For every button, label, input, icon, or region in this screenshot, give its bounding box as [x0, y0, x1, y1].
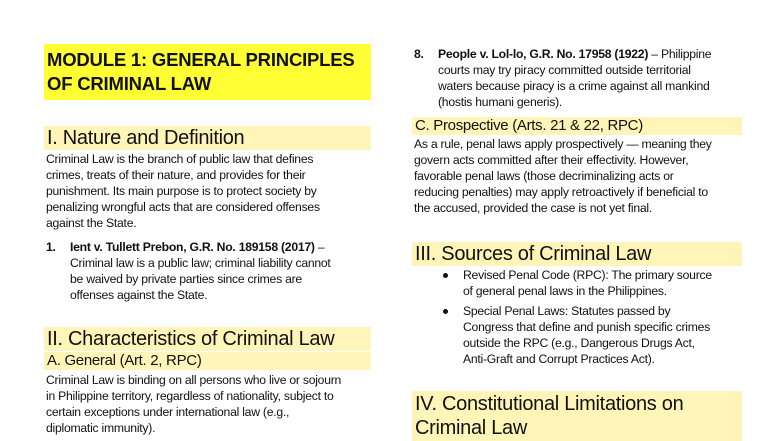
list-item-rpc — [443, 267, 743, 301]
paragraph-line: govern acts committed after their effectivity. However, — [414, 153, 689, 167]
case-text-line: offenses against the State. — [70, 288, 208, 302]
subheading-prospective: C. Prospective (Arts. 21 & 22, RPC) — [412, 117, 742, 135]
section-heading-nature-definition: I. Nature and Definition — [44, 126, 371, 150]
case-number: 1. — [46, 240, 56, 254]
bullet-icon — [443, 309, 448, 314]
paragraph-line: in Philippine territory, regardless of nationality, subject to — [46, 389, 334, 403]
paragraph-line: As a rule, penal laws apply prospectively — meaning they — [414, 137, 712, 151]
bullet-icon — [443, 273, 448, 278]
paragraph-line: Criminal Law is binding on all persons who live or sojourn — [46, 373, 342, 387]
general-paragraph — [46, 372, 380, 436]
module-title: MODULE 1: GENERAL PRINCIPLES OF CRIMINAL LAW — [44, 44, 371, 100]
heading-line: IV. Constitutional Limitations on — [415, 393, 684, 415]
section-heading-sources: III. Sources of Criminal Law — [412, 242, 742, 266]
case-item-ient-v-tullett — [46, 239, 376, 305]
paragraph-line: reducing penalties) may apply retroactively if beneficial to — [414, 185, 708, 199]
paragraph-line: Criminal Law is the branch of public law that defines — [46, 152, 314, 166]
subheading-general: A. General (Art. 2, RPC) — [44, 352, 371, 370]
case-text-line: be waived by private parties since crimes are — [70, 272, 302, 286]
prospective-paragraph — [414, 136, 748, 216]
bullet-text-line: Special Penal Laws: Statutes passed by — [463, 304, 671, 318]
list-item-special-penal-laws — [443, 303, 743, 369]
paragraph-line: crimes, treats of their nature, and provides for their — [46, 168, 306, 182]
paragraph-line: favorable penal laws (those decriminalizing acts or — [414, 169, 674, 183]
bullet-text-line: Anti-Graft and Corrupt Practices Act). — [463, 352, 655, 366]
paragraph-line: punishment. Its main purpose is to protect society by — [46, 184, 317, 198]
paragraph-line: against the State. — [46, 216, 137, 230]
case-item-people-v-lol-lo — [414, 46, 744, 112]
case-text-line: courts may try piracy committed outside territorial — [438, 63, 691, 77]
nature-definition-paragraph — [46, 151, 376, 231]
bullet-text-line: Revised Penal Code (RPC): The primary source — [463, 268, 712, 282]
paragraph-line: the accused, provided the case is not yet final. — [414, 201, 652, 215]
case-text-line: (hostis humani generis). — [438, 95, 563, 109]
section-heading-constitutional-limitations — [412, 391, 742, 441]
paragraph-line: certain exceptions under international law (e.g., — [46, 405, 290, 419]
case-name: People v. Lol-lo, G.R. No. 17958 (1922) — [438, 47, 649, 61]
section-heading-characteristics: II. Characteristics of Criminal Law — [44, 327, 371, 351]
case-dash: – — [314, 240, 325, 254]
paragraph-line: penalizing wrongful acts that are considered offenses — [46, 200, 320, 214]
case-number: 8. — [414, 47, 424, 61]
case-name: Ient v. Tullett Prebon, G.R. No. 189158 (2017) — [70, 240, 315, 254]
heading-line: Criminal Law — [415, 417, 527, 439]
case-text-line: Criminal law is a public law; criminal liability cannot — [70, 256, 331, 270]
bullet-text-line: Congress that define and punish specific crimes — [463, 320, 711, 334]
case-dash: – Philippine — [648, 47, 712, 61]
bullet-text-line: of general penal laws in the Philippines. — [463, 284, 667, 298]
bullet-text-line: outside the RPC (e.g., Dangerous Drugs Act, — [463, 336, 695, 350]
paragraph-line: diplomatic immunity). — [46, 421, 156, 435]
case-text-line: waters because piracy is a crime against all mankind — [438, 79, 710, 93]
